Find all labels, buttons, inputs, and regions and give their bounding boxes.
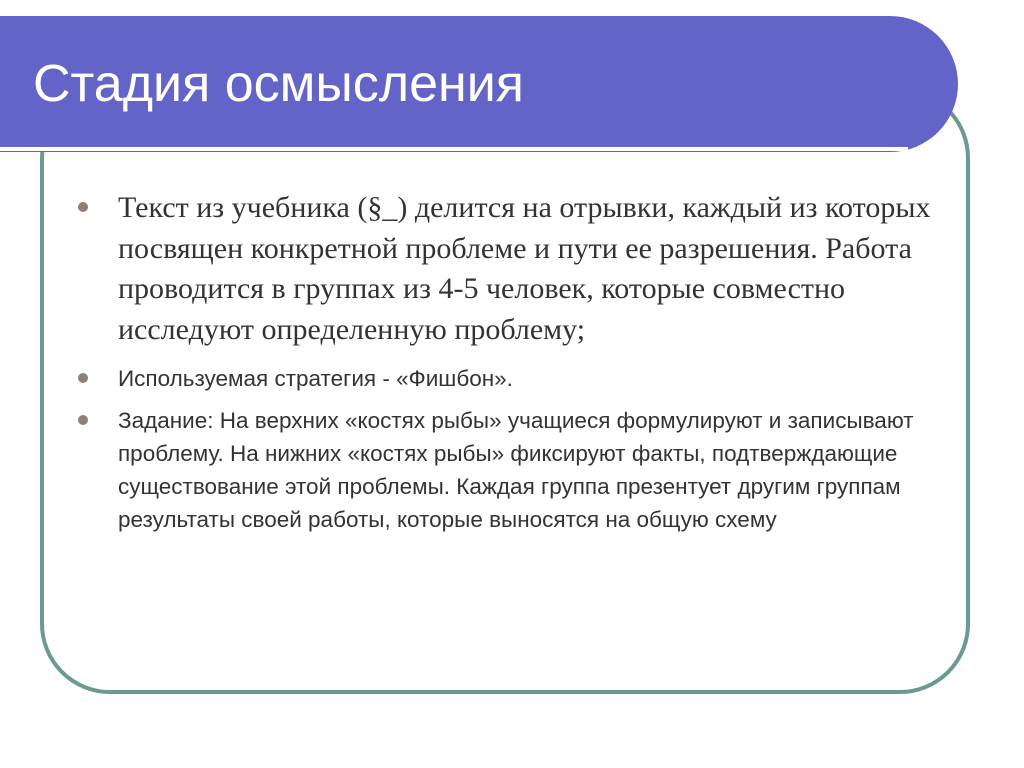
slide-title: Стадия осмысления [33,55,524,113]
bullet-list [78,188,948,536]
bullet-text: Текст из учебника (§_) делится на отрывки, каждый из которых посвящен конкретной проблеме и пути ее разрешения. Работа проводится в группах из 4-5 человек, которые совместно исследуют определенную проблему; [118,191,931,346]
bullet-item [78,188,948,350]
bullet-item [78,404,948,536]
bullet-dot-icon [78,415,88,425]
bullet-dot-icon [78,373,88,383]
bullet-text: Задание: На верхних «костях рыбы» учащиеся формулируют и записывают проблему. На нижних «костях рыбы» фиксируют факты, подтверждающие существование этой проблемы. Каждая группа презентует другим группам результаты своей работы, которые выносятся на общую схему [118,408,914,532]
bullet-item [78,362,948,395]
title-underline [0,147,908,151]
bullet-dot-icon [78,202,88,212]
bullet-text: Используемая стратегия - «Фишбон». [118,366,513,391]
